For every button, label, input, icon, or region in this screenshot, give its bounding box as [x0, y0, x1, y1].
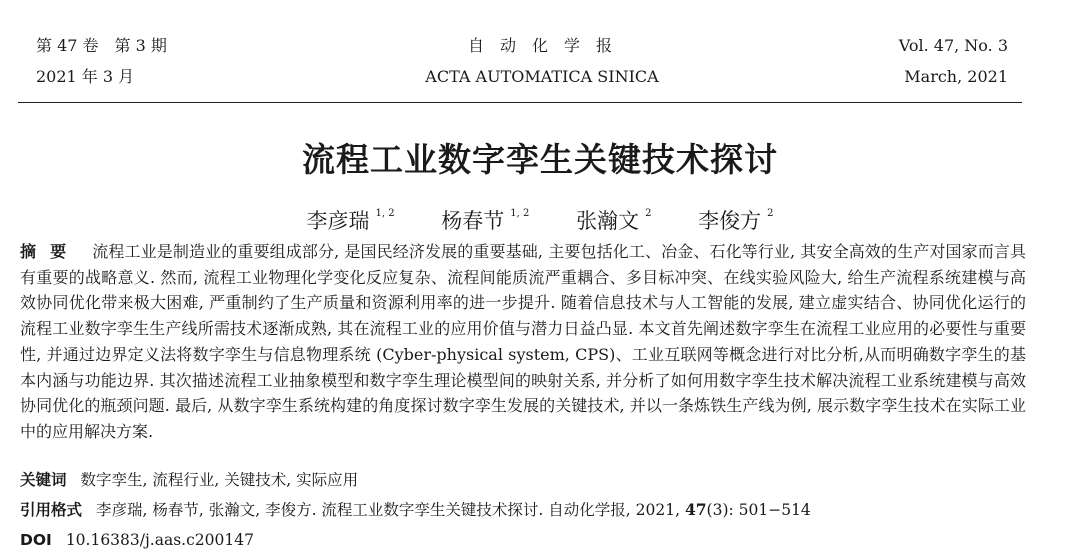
author: 杨春节 $^{1, 2}$	[441, 208, 530, 233]
author: 李彦瑞 $^{1, 2}$	[306, 208, 395, 233]
citation-text: 李彦瑞, 杨春节, 张瀚文, 李俊方. 流程工业数字孪生关键技术探讨. 自动化学报, 2021,	[96, 501, 685, 519]
citation-volume: 47	[684, 500, 707, 519]
journal-name-en: ACTA AUTOMATICA SINICA	[425, 67, 659, 86]
citation-pages: (3): 501−514	[706, 501, 811, 519]
doi-link[interactable]: 10.16383/j.aas.c200147	[65, 531, 254, 549]
doi-label: DOI	[20, 531, 52, 549]
abstract	[20, 239, 1026, 445]
keywords	[20, 469, 358, 491]
author: 李俊方 $^2$	[698, 208, 774, 233]
author: 张瀚文 $^2$	[576, 208, 652, 233]
abstract-label: 摘要	[20, 242, 81, 261]
citation-label: 引用格式	[20, 501, 83, 519]
header-rule	[18, 102, 1022, 103]
citation	[20, 499, 811, 521]
header-volume: Vol. 47, No. 3	[898, 36, 1008, 55]
paper-title: 流程工业数字孪生关键技术探讨	[302, 140, 778, 179]
keywords-text: 数字孪生, 流程行业, 关键技术, 实际应用	[80, 471, 359, 489]
header-date-cn: 2021 年 3 月	[36, 67, 135, 86]
doi	[20, 529, 254, 551]
keywords-label: 关键词	[20, 471, 67, 489]
author-list	[0, 200, 1080, 235]
journal-name-cn: 自 动 化 学 报	[467, 36, 612, 55]
header-issue: 第 47 卷 第 3 期	[36, 36, 167, 55]
header-date-en: March, 2021	[904, 67, 1008, 86]
abstract-text: 流程工业是制造业的重要组成部分, 是国民经济发展的重要基础, 主要包括化工、冶金、石化等行业, 其安全高效的生产对国家而言具有重要的战略意义. 然而, 流程工业物理化学变化反应复杂、流程间能质流严重耦合、多目标冲突、在线实验风险大, 给生产流程系统建模与高效协同优化带来极大困难, 严重制约了生产质量和资源利用率的进一步提升. 随着信息技术与人工智能的发展, 建立虚实结合、协同优化运行的流程工业数字孪生生产线所需技术逐渐成熟, 其在流程工业的应用价值与潜力日益凸显. 本文首先阐述数字孪生在流程工业应用的必要性与重要性, 并通过边界定义法将数字孪生与信息物理系统 (Cyber-physical system, CPS)、工业互联网等概念进行对比分析,从而明确数字孪生的基本内涵与功能边界. 其次描述流程工业抽象模型和数字孪生理论模型间的映射关系, 并分析了如何用数字孪生技术解决流程工业系统建模与高效协同优化的瓶颈问题. 最后, 从数字孪生系统构建的角度探讨数字孪生发展的关键技术, 并以一条炼铁生产线为例, 展示数字孪生技术在实际工业中的应用解决方案.	[20, 242, 1026, 441]
